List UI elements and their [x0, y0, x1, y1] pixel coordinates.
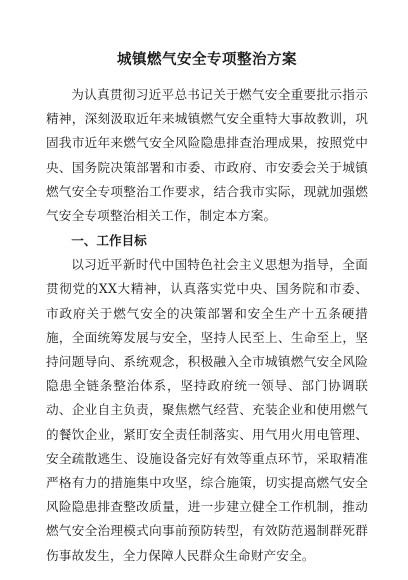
intro-paragraph: 为认真贯彻习近平总书记关于燃气安全重要批示指示精神，深刻汲取近年来城镇燃气安全重特大事故教训，巩固我市近年来燃气安全风险隐患排查治理成果，按照党中央、国务院决策部署和市委、市政府、市安委会关于城镇燃气安全专项整治工作要求，结合我市实际，现就加强燃气安全专项整治相关工作，制定本方案。 [46, 87, 368, 224]
document-title: 城镇燃气安全专项整治方案 [117, 52, 297, 68]
section-heading-work-goals: 一、工作目标 [71, 233, 147, 249]
work-goals-paragraph: 以习近平新时代中国特色社会主义思想为指导，全面贯彻党的XX大精神，认真落实党中央、国务院和市委、市政府关于燃气安全的决策部署和安全生产十五条硬措施，全面统筹发展与安全，坚持人民至上、生命至上，坚持问题导向、系统观念，积极融入全市城镇燃气安全风险隐患全链条整治体系，坚持政府统一领导、部门协调联动、企业自主负责，聚焦燃气经营、充装企业和使用燃气的餐饮企业，紧盯安全责任制落实、用气用火用电管理、安全疏散逃生、设施设备完好有效等重点环节，采取精准严格有力的措施集中攻坚，综合施策，切实提高燃气安全风险隐患排查整改质量，进一步建立健全工作机制，推动燃气安全治理模式向事前预防转型，有效防范遏制群死群伤事故发生，全力保障人民群众生命财产安全。 [46, 257, 368, 563]
